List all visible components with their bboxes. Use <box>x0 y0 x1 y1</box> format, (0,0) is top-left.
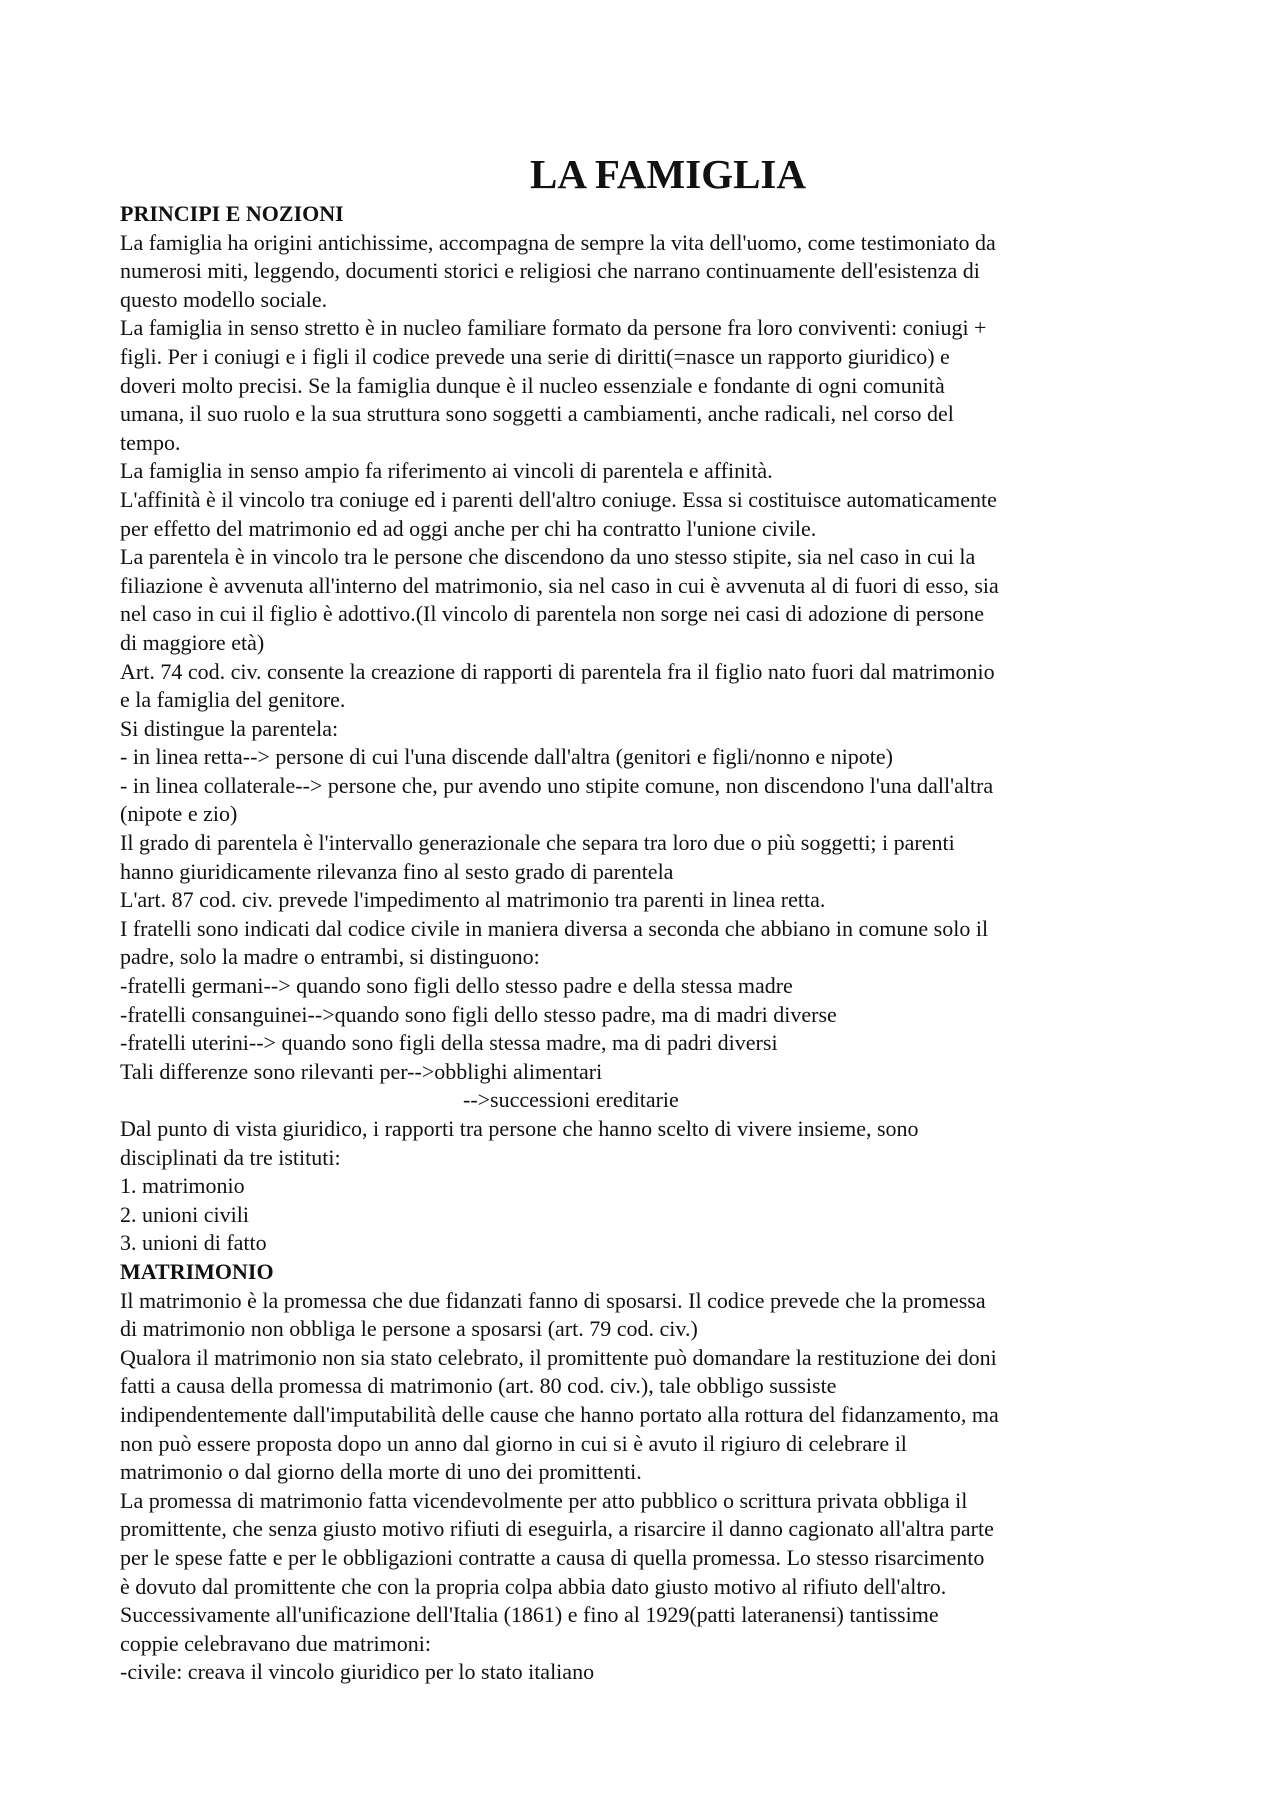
text-line: disciplinati da tre istituti: <box>120 1144 341 1170</box>
text-line: La promessa di matrimonio fatta vicendevolmente per atto pubblico o scrittura privata obbliga il <box>120 1487 968 1513</box>
text-line: La famiglia ha origini antichissime, accompagna de sempre la vita dell'uomo, come testimoniato da <box>120 229 996 255</box>
text-line: - in linea retta--> persone di cui l'una discende dall'altra (genitori e figli/nonno e nipote) <box>120 744 893 770</box>
text-line: è dovuto dal promittente che con la propria colpa abbia dato giusto motivo al rifiuto dell'altro. <box>120 1573 947 1599</box>
text-line: di maggiore età) <box>120 629 265 655</box>
text-line: coppie celebravano due matrimoni: <box>120 1630 431 1656</box>
text-line: La famiglia in senso stretto è in nucleo familiare formato da persone fra loro conviventi: coniugi + <box>120 315 987 341</box>
text-line: Il grado di parentela è l'intervallo generazionale che separa tra loro due o più soggetti; i parenti <box>120 830 955 856</box>
text-line: Si distingue la parentela: <box>120 715 339 741</box>
text-line: indipendentemente dall'imputabilità delle cause che hanno portato alla rottura del fidanzamento, ma <box>120 1401 999 1427</box>
text-line: hanno giuridicamente rilevanza fino al sesto grado di parentela <box>120 858 674 884</box>
text-line: 1. matrimonio <box>120 1173 245 1199</box>
document-page <box>120 148 1180 1687</box>
text-line: doveri molto precisi. Se la famiglia dunque è il nucleo essenziale e fondante di ogni comunità <box>120 372 945 398</box>
text-line: di matrimonio non obbliga le persone a sposarsi (art. 79 cod. civ.) <box>120 1316 698 1342</box>
text-line: umana, il suo ruolo e la sua struttura sono soggetti a cambiamenti, anche radicali, nel corso del <box>120 401 954 427</box>
text-line: Successivamente all'unificazione dell'Italia (1861) e fino al 1929(patti lateranensi) tantissime <box>120 1602 939 1628</box>
text-line: 3. unioni di fatto <box>120 1230 267 1256</box>
text-line: tempo. <box>120 429 181 455</box>
text-line: 2. unioni civili <box>120 1201 249 1227</box>
text-line: Tali differenze sono rilevanti per-->obblighi alimentari <box>120 1058 603 1084</box>
text-line: questo modello sociale. <box>120 286 328 312</box>
section-heading: PRINCIPI E NOZIONI <box>120 201 344 226</box>
text-line: Qualora il matrimonio non sia stato celebrato, il promittente può domandare la restituzione dei doni <box>120 1344 997 1370</box>
text-line: matrimonio o dal giorno della morte di uno dei promittenti. <box>120 1459 642 1485</box>
text-line: (nipote e zio) <box>120 801 238 827</box>
text-line: La famiglia in senso ampio fa riferimento ai vincoli di parentela e affinità. <box>120 458 773 484</box>
text-line: -civile: creava il vincolo giuridico per lo stato italiano <box>120 1659 595 1685</box>
document-title: LA FAMIGLIA <box>529 151 806 197</box>
text-line: Dal punto di vista giuridico, i rapporti tra persone che hanno scelto di vivere insieme, sono <box>120 1116 919 1141</box>
text-line: Art. 74 cod. civ. consente la creazione di rapporti di parentela fra il figlio nato fuori dal matrimonio <box>120 658 995 684</box>
text-line: e la famiglia del genitore. <box>120 687 346 713</box>
text-line: L'affinità è il vincolo tra coniuge ed i parenti dell'altro coniuge. Essa si costituisce automaticamente <box>120 486 997 512</box>
document-body <box>120 200 1180 1687</box>
text-line: -fratelli germani--> quando sono figli dello stesso padre e della stessa madre <box>120 973 793 999</box>
text-line: Il matrimonio è la promessa che due fidanzati fanno di sposarsi. Il codice prevede che la promessa <box>120 1287 986 1313</box>
text-line: numerosi miti, leggendo, documenti storici e religiosi che narrano continuamente dell'esistenza di <box>120 258 980 284</box>
text-line: fatti a causa della promessa di matrimonio (art. 80 cod. civ.), tale obbligo sussiste <box>120 1373 837 1399</box>
text-line: filiazione è avvenuta all'interno del matrimonio, sia nel caso in cui è avvenuta al di fuori di esso, sia <box>120 572 999 598</box>
section-heading: MATRIMONIO <box>120 1258 274 1284</box>
text-line: figli. Per i coniugi e i figli il codice prevede una serie di diritti(=nasce un rapporto giuridico) e <box>120 343 950 369</box>
text-line: -->successioni ereditarie <box>463 1087 679 1113</box>
text-line: -fratelli uterini--> quando sono figli della stessa madre, ma di padri diversi <box>120 1030 778 1056</box>
text-line: L'art. 87 cod. civ. prevede l'impedimento al matrimonio tra parenti in linea retta. <box>120 887 826 913</box>
text-line: -fratelli consanguinei-->quando sono figli dello stesso padre, ma di madri diverse <box>120 1001 837 1027</box>
text-line: promittente, che senza giusto motivo rifiuti di eseguirla, a risarcire il danno cagionato all'altra parte <box>120 1516 994 1542</box>
text-line: per effetto del matrimonio ed ad oggi anche per chi ha contratto l'unione civile. <box>120 515 817 541</box>
text-line: La parentela è in vincolo tra le persone che discendono da uno stesso stipite, sia nel caso in cui la <box>120 544 976 570</box>
text-line: nel caso in cui il figlio è adottivo.(Il vincolo di parentela non sorge nei casi di adozione di persone <box>120 601 985 627</box>
text-line: per le spese fatte e per le obbligazioni contratte a causa di quella promessa. Lo stesso risarcimento <box>120 1544 985 1570</box>
text-line: I fratelli sono indicati dal codice civile in maniera diversa a seconda che abbiano in comune solo il <box>120 915 989 941</box>
text-line: non può essere proposta dopo un anno dal giorno in cui si è avuto il rigiuro di celebrare il <box>120 1430 907 1456</box>
text-line: padre, solo la madre o entrambi, si distinguono: <box>120 944 540 970</box>
text-line: - in linea collaterale--> persone che, pur avendo uno stipite comune, non discendono l'una dall'altra <box>120 772 994 798</box>
